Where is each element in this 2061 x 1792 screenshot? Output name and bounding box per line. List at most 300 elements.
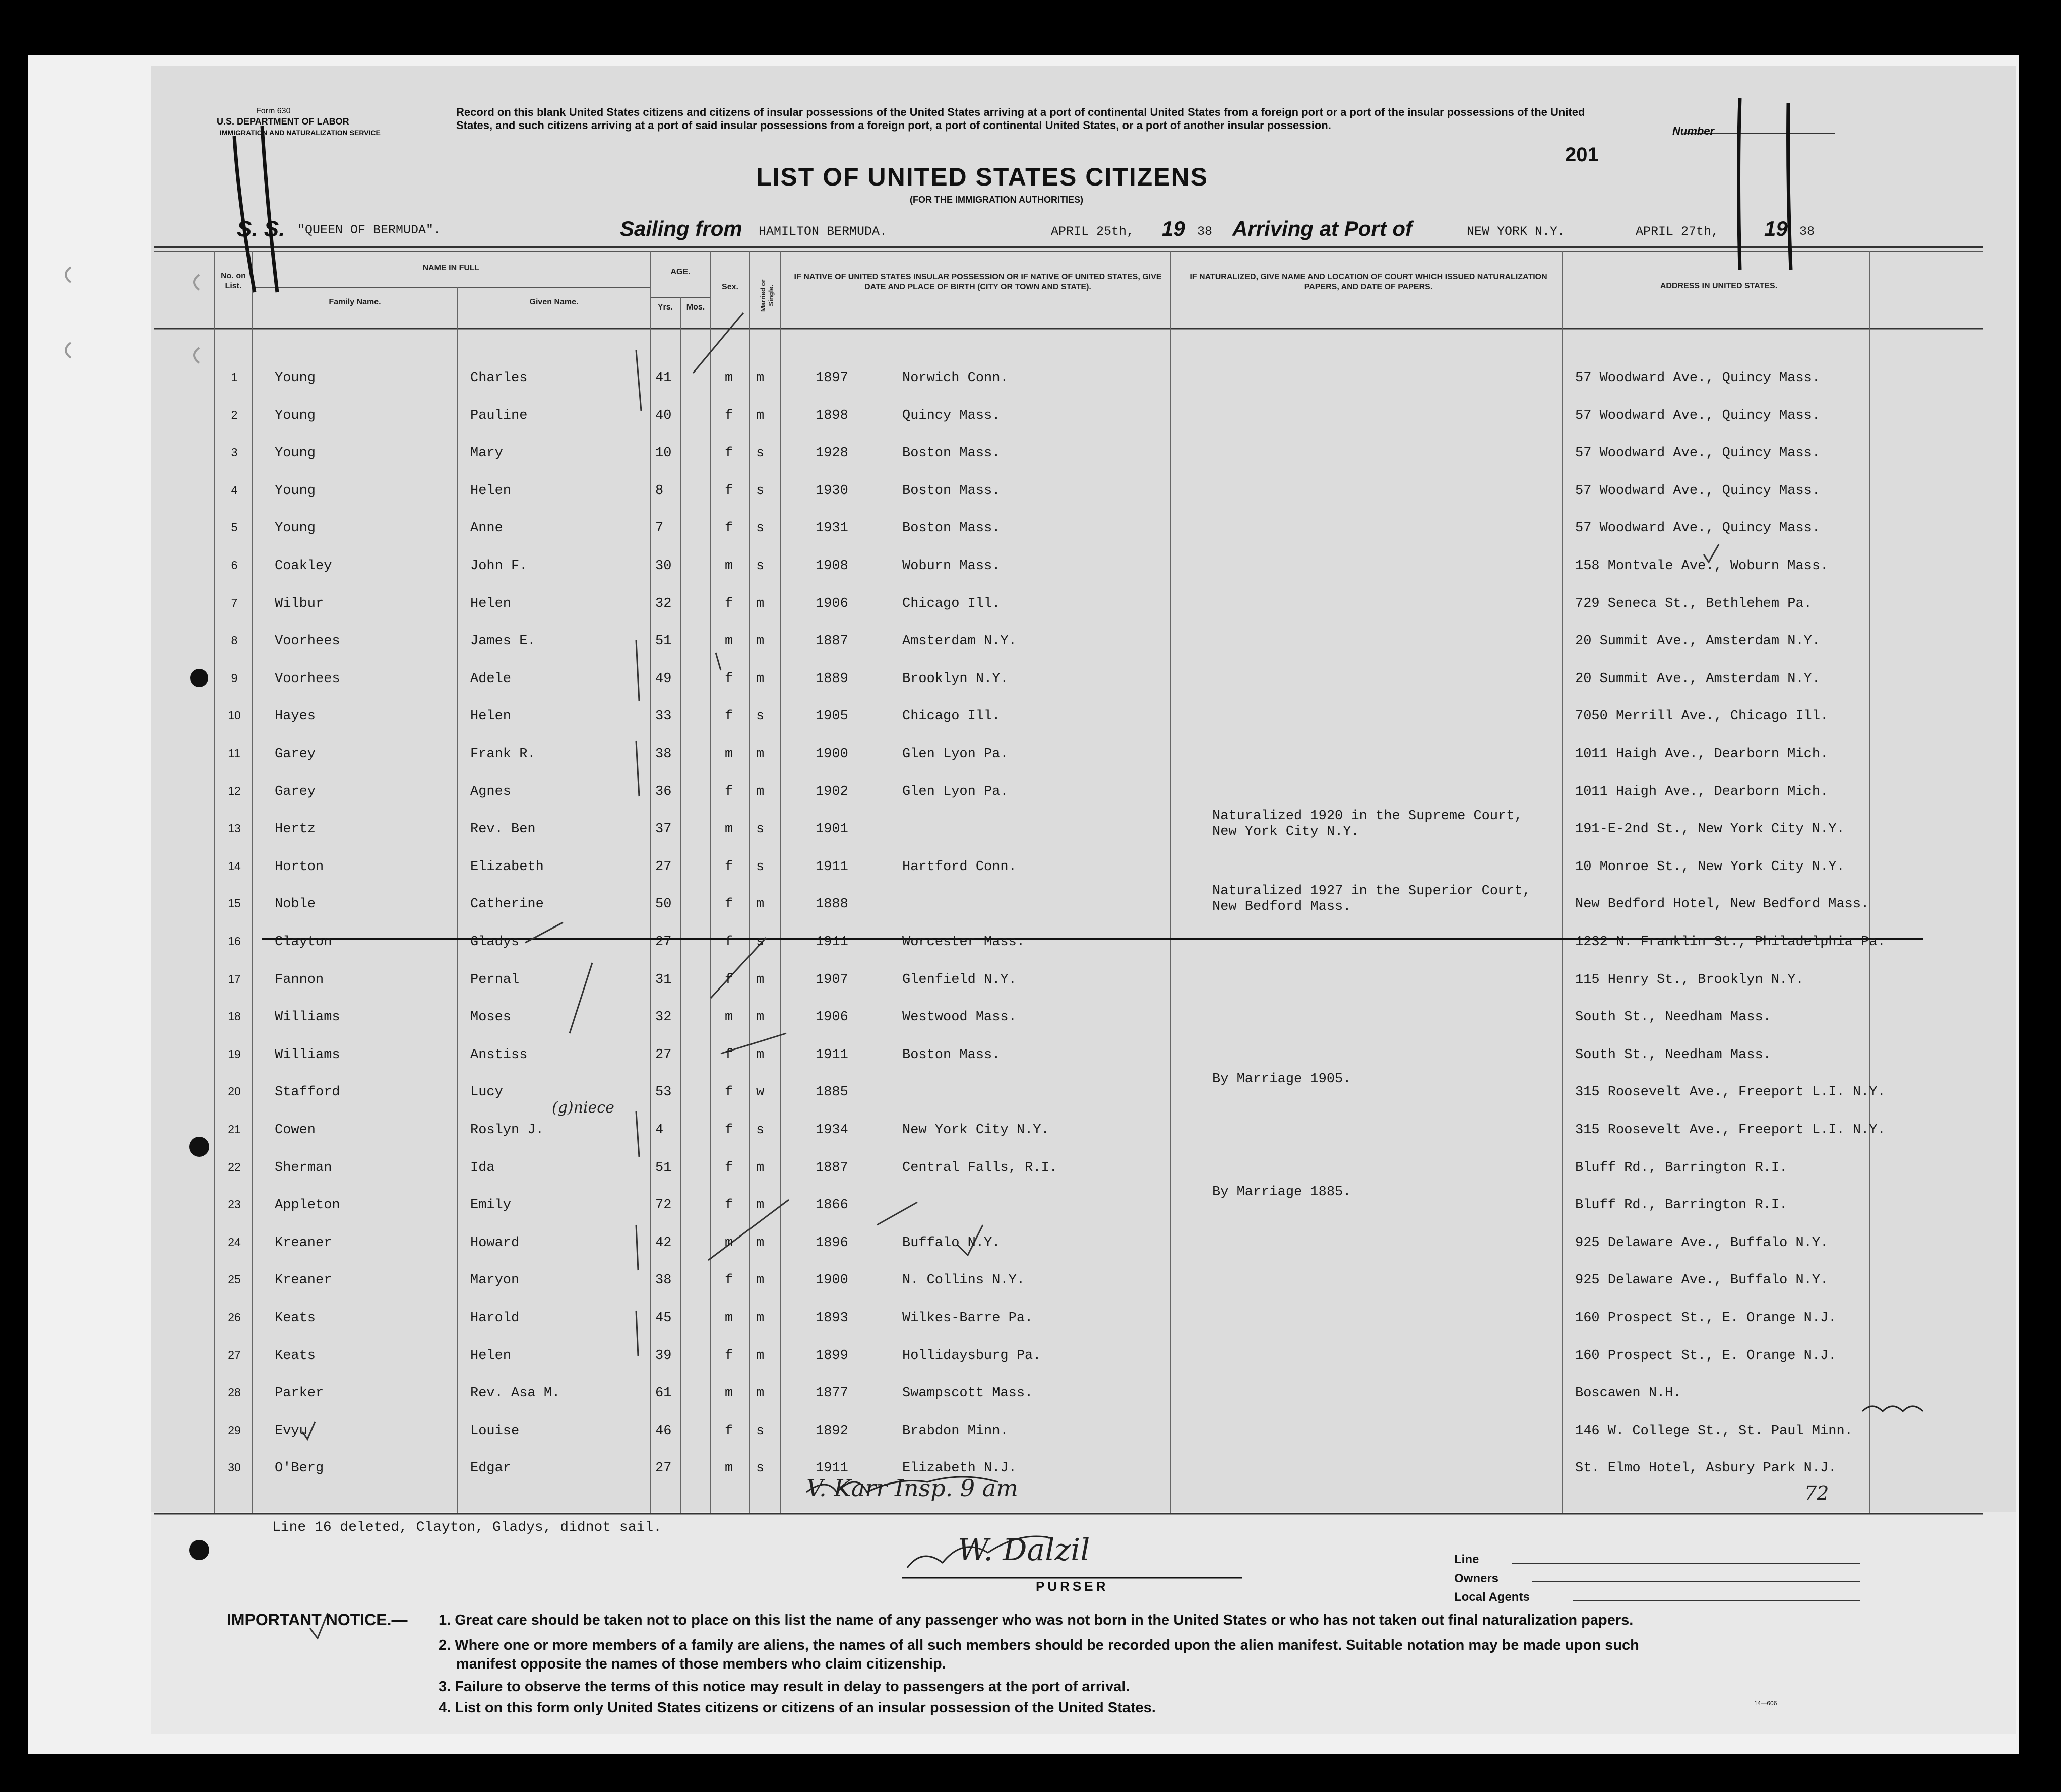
age-years: 36	[655, 784, 672, 799]
birth-year: 1901	[816, 822, 848, 837]
marital-status: m	[756, 1386, 765, 1401]
given-name: Pauline	[470, 408, 528, 423]
birth-place: Amsterdam N.Y.	[902, 634, 1017, 649]
age-years: 46	[655, 1423, 672, 1439]
address: 158 Montvale Ave., Woburn Mass.	[1575, 559, 1829, 574]
sex: m	[725, 1461, 733, 1476]
notice-item-3: 3. Failure to observe the terms of this notice may result in delay to passengers at the port of arrival.	[439, 1679, 1130, 1695]
address: 7050 Merrill Ave., Chicago Ill.	[1575, 709, 1829, 724]
marital-status: s	[756, 709, 765, 724]
sex: f	[725, 446, 733, 461]
age-years: 32	[655, 1010, 672, 1025]
form-subtitle: (FOR THE IMMIGRATION AUTHORITIES)	[910, 195, 1083, 205]
sex: m	[725, 1235, 733, 1251]
marital-status: m	[756, 1010, 765, 1025]
birth-place: Glen Lyon Pa.	[902, 747, 1009, 762]
age-years: 72	[655, 1198, 672, 1213]
age-years: 27	[655, 859, 672, 875]
family-name: Keats	[275, 1348, 316, 1364]
address: St. Elmo Hotel, Asbury Park N.J.	[1575, 1461, 1837, 1476]
row-number: 27	[228, 1348, 241, 1362]
sex: f	[725, 784, 733, 799]
birth-place: Glenfield N.Y.	[902, 972, 1017, 987]
age-years: 51	[655, 634, 672, 649]
sex: m	[725, 822, 733, 837]
sailing-year: 38	[1197, 224, 1213, 239]
age-years: 41	[655, 370, 672, 386]
sex: f	[725, 408, 733, 423]
given-name: John F.	[470, 559, 528, 574]
birth-place: Boston Mass.	[902, 521, 1001, 536]
sex: m	[725, 747, 733, 762]
age-years: 4	[655, 1123, 664, 1138]
family-name: Noble	[275, 897, 316, 912]
row-number: 26	[228, 1311, 241, 1324]
arrival-year-prefix: 19	[1764, 217, 1788, 240]
given-name: Mary	[470, 446, 503, 461]
row-number: 9	[231, 671, 238, 685]
given-name: Adele	[470, 671, 512, 687]
birth-place: Chicago Ill.	[902, 596, 1001, 611]
birth-place: Elizabeth N.J.	[902, 1461, 1017, 1476]
sex: f	[725, 1423, 733, 1439]
age-years: 39	[655, 1348, 672, 1364]
given-name: Moses	[470, 1010, 512, 1025]
marital-status: s	[756, 859, 765, 875]
birth-place: Worcester Mass.	[902, 935, 1025, 950]
row-number: 16	[228, 935, 241, 948]
birth-year: 1900	[816, 1273, 848, 1288]
marital-status: s	[756, 935, 765, 950]
naturalization: By Marriage 1905.	[1212, 1072, 1351, 1087]
deleted-line-note: Line 16 deleted, Clayton, Gladys, didnot sail.	[272, 1520, 662, 1535]
age-years: 53	[655, 1085, 672, 1100]
row-number: 15	[228, 897, 241, 910]
row-number: 22	[228, 1160, 241, 1173]
given-name: James E.	[470, 634, 536, 649]
birth-year: 1898	[816, 408, 848, 423]
family-name: Kreaner	[275, 1235, 332, 1251]
sex: f	[725, 1085, 733, 1100]
family-name: Cowen	[275, 1123, 316, 1138]
sailing-from-port: HAMILTON BERMUDA.	[759, 224, 888, 239]
marital-status: m	[756, 747, 765, 762]
family-name: Voorhees	[275, 671, 340, 687]
family-name: Appleton	[275, 1198, 340, 1213]
given-name: Gladys	[470, 935, 520, 950]
birth-year: 1887	[816, 634, 848, 649]
row-number: 5	[231, 521, 238, 534]
given-name: Rev. Asa M.	[470, 1386, 560, 1401]
sailing-date: APRIL 25th,	[1051, 224, 1135, 239]
row-number: 4	[231, 483, 238, 497]
roslyn-note: (g)niece	[552, 1099, 614, 1117]
row-number: 24	[228, 1235, 241, 1249]
address: New Bedford Hotel, New Bedford Mass.	[1575, 897, 1869, 912]
given-name: Roslyn J.	[470, 1123, 544, 1138]
address: 57 Woodward Ave., Quincy Mass.	[1575, 446, 1821, 461]
given-name: Agnes	[470, 784, 512, 799]
age-years: 38	[655, 1273, 672, 1288]
address: South St., Needham Mass.	[1575, 1047, 1771, 1063]
family-name: Young	[275, 370, 316, 386]
birth-year: 1911	[816, 935, 848, 950]
birth-place: New York City N.Y.	[902, 1123, 1049, 1138]
birth-place: N. Collins N.Y.	[902, 1273, 1025, 1288]
col-header-family-name: Family Name.	[329, 298, 381, 306]
address: 57 Woodward Ave., Quincy Mass.	[1575, 521, 1821, 536]
birth-place: Wilkes-Barre Pa.	[902, 1311, 1033, 1326]
row-number: 1	[231, 370, 238, 384]
col-header-married-single: Married or Single.	[759, 279, 775, 312]
birth-year: 1899	[816, 1348, 848, 1364]
col-header-sex: Sex.	[722, 283, 738, 291]
form-title: LIST OF UNITED STATES CITIZENS	[756, 163, 1209, 191]
row-number: 13	[228, 822, 241, 835]
age-years: 40	[655, 408, 672, 423]
given-name: Anstiss	[470, 1047, 528, 1063]
given-name: Helen	[470, 596, 512, 611]
ss-label: S. S.	[237, 217, 285, 241]
birth-year: 1902	[816, 784, 848, 799]
row-number: 25	[228, 1273, 241, 1286]
address: 925 Delaware Ave., Buffalo N.Y.	[1575, 1235, 1829, 1251]
birth-year: 1885	[816, 1085, 848, 1100]
given-name: Helen	[470, 483, 512, 499]
sex: f	[725, 521, 733, 536]
marital-status: s	[756, 1423, 765, 1439]
given-name: Louise	[470, 1423, 520, 1439]
family-name: Stafford	[275, 1085, 340, 1100]
col-header-given-name: Given Name.	[529, 298, 579, 306]
birth-year: 1934	[816, 1123, 848, 1138]
birth-year: 1905	[816, 709, 848, 724]
age-years: 51	[655, 1160, 672, 1176]
address: South St., Needham Mass.	[1575, 1010, 1771, 1025]
sex: f	[725, 483, 733, 499]
sex: f	[725, 709, 733, 724]
col-header-address: ADDRESS IN UNITED STATES.	[1660, 282, 1778, 290]
marital-status: m	[756, 1273, 765, 1288]
family-name: Hertz	[275, 822, 316, 837]
arrival-date: APRIL 27th,	[1636, 224, 1719, 239]
age-years: 31	[655, 972, 672, 987]
row-number: 10	[228, 709, 241, 722]
birth-place: Woburn Mass.	[902, 559, 1001, 574]
birth-year: 1897	[816, 370, 848, 386]
sex: f	[725, 935, 733, 950]
sailing-year-prefix: 19	[1162, 217, 1185, 240]
address: 160 Prospect St., E. Orange N.J.	[1575, 1311, 1837, 1326]
family-name: Wilbur	[275, 596, 324, 611]
birth-place: Boston Mass.	[902, 446, 1001, 461]
marital-status: m	[756, 972, 765, 987]
department-name: U.S. DEPARTMENT OF LABOR	[217, 116, 349, 127]
given-name: Ida	[470, 1160, 495, 1176]
family-name: Garey	[275, 784, 316, 799]
family-name: Evyu	[275, 1423, 307, 1439]
sex: f	[725, 972, 733, 987]
birth-place: Hartford Conn.	[902, 859, 1017, 875]
family-name: Young	[275, 408, 316, 423]
naturalization: Naturalized 1927 in the Superior Court, New Bedford Mass.	[1212, 884, 1531, 915]
birth-year: 1889	[816, 671, 848, 687]
sex: f	[725, 1348, 733, 1364]
footer-code: 14—606	[1754, 1700, 1777, 1707]
row-number: 2	[231, 408, 238, 421]
address: 115 Henry St., Brooklyn N.Y.	[1575, 972, 1804, 987]
address: 20 Summit Ave., Amsterdam N.Y.	[1575, 634, 1821, 649]
given-name: Edgar	[470, 1461, 512, 1476]
row-number: 20	[228, 1085, 241, 1098]
age-years: 61	[655, 1386, 672, 1401]
purser-signature: W. Dalzil	[958, 1532, 1090, 1568]
marital-status: m	[756, 671, 765, 687]
number-label: Number	[1672, 125, 1715, 137]
family-name: Young	[275, 483, 316, 499]
given-name: Elizabeth	[470, 859, 544, 875]
address: 1011 Haigh Ave., Dearborn Mich.	[1575, 784, 1829, 799]
col-header-naturalized: IF NATURALIZED, GIVE NAME AND LOCATION OF COURT WHICH ISSUED NATURALIZATION PAPERS, AND DATE OF PAPERS.	[1190, 273, 1547, 291]
row-number: 14	[228, 859, 241, 873]
form-intro-text: Record on this blank United States citizens and citizens of insular possessions of the United States arriving at a port of continental United States from a foreign port or a port of the insular possessions of the United States, and such citizens arriving at a port of said insular possessions from a foreign port, a port of continental United States, or a port of another insular possession.	[456, 106, 1585, 132]
birth-place: Central Falls, R.I.	[902, 1160, 1057, 1176]
age-years: 32	[655, 596, 672, 611]
sex: f	[725, 671, 733, 687]
family-name: Williams	[275, 1010, 340, 1025]
birth-year: 1911	[816, 859, 848, 875]
birth-year: 1892	[816, 1423, 848, 1439]
address: 315 Roosevelt Ave., Freeport L.I. N.Y.	[1575, 1085, 1886, 1100]
birth-year: 1906	[816, 596, 848, 611]
family-name: Young	[275, 521, 316, 536]
family-name: Horton	[275, 859, 324, 875]
sex: m	[725, 559, 733, 574]
birth-place: Chicago Ill.	[902, 709, 1001, 724]
sex: m	[725, 370, 733, 386]
arrival-year: 38	[1799, 224, 1815, 239]
marital-status: m	[756, 1047, 765, 1063]
col-header-name-in-full: NAME IN FULL	[422, 264, 480, 272]
sex: f	[725, 897, 733, 912]
marital-status: s	[756, 822, 765, 837]
col-header-age: AGE.	[670, 268, 691, 276]
given-name: Pernal	[470, 972, 520, 987]
family-name: Kreaner	[275, 1273, 332, 1288]
birth-year: 1896	[816, 1235, 848, 1251]
row-number: 28	[228, 1386, 241, 1399]
local-agents-label: Local Agents	[1454, 1590, 1530, 1604]
birth-place: Norwich Conn.	[902, 370, 1009, 386]
birth-year: 1888	[816, 897, 848, 912]
notice-item-2-cont: manifest opposite the names of those members who claim citizenship.	[456, 1656, 946, 1672]
birth-year: 1930	[816, 483, 848, 499]
sex: m	[725, 1010, 733, 1025]
birth-year: 1907	[816, 972, 848, 987]
marital-status: s	[756, 1123, 765, 1138]
birth-place: Swampscott Mass.	[902, 1386, 1033, 1401]
notice-item-4: 4. List on this form only United States citizens or citizens of an insular possession of the United States.	[439, 1700, 1156, 1716]
marital-status: m	[756, 897, 765, 912]
birth-place: Hollidaysburg Pa.	[902, 1348, 1041, 1364]
given-name: Howard	[470, 1235, 520, 1251]
given-name: Rev. Ben	[470, 822, 536, 837]
row-number: 7	[231, 596, 238, 609]
birth-place: Quincy Mass.	[902, 408, 1001, 423]
age-years: 42	[655, 1235, 672, 1251]
row-number: 18	[228, 1010, 241, 1023]
age-years: 27	[655, 935, 672, 950]
family-name: Hayes	[275, 709, 316, 724]
given-name: Helen	[470, 709, 512, 724]
naturalization: By Marriage 1885.	[1212, 1185, 1351, 1200]
birth-place: Glen Lyon Pa.	[902, 784, 1009, 799]
address: 57 Woodward Ave., Quincy Mass.	[1575, 408, 1821, 423]
marital-status: m	[756, 370, 765, 386]
marital-status: m	[756, 1235, 765, 1251]
marital-status: m	[756, 1311, 765, 1326]
row-number: 12	[228, 784, 241, 797]
marital-status: m	[756, 1348, 765, 1364]
row-number: 6	[231, 559, 238, 572]
given-name: Lucy	[470, 1085, 503, 1100]
birth-year: 1906	[816, 1010, 848, 1025]
col-header-no: No. on List.	[221, 272, 246, 290]
sex: f	[725, 1198, 733, 1213]
row-number: 21	[228, 1123, 241, 1136]
sex: f	[725, 859, 733, 875]
birth-year: 1908	[816, 559, 848, 574]
family-name: Young	[275, 446, 316, 461]
family-name: O'Berg	[275, 1461, 324, 1476]
address: Bluff Rd., Barrington R.I.	[1575, 1198, 1788, 1213]
birth-year: 1887	[816, 1160, 848, 1176]
address: Bluff Rd., Barrington R.I.	[1575, 1160, 1788, 1176]
address: Boscawen N.H.	[1575, 1386, 1681, 1401]
col-header-birth: IF NATIVE OF UNITED STATES INSULAR POSSESSION OR IF NATIVE OF UNITED STATES, GIVE DATE AND PLACE OF BIRTH (CITY OR TOWN AND STATE).	[794, 273, 1162, 291]
sex: m	[725, 634, 733, 649]
address: 160 Prospect St., E. Orange N.J.	[1575, 1348, 1837, 1364]
family-name: Coakley	[275, 559, 332, 574]
family-name: Clayton	[275, 935, 332, 950]
family-name: Fannon	[275, 972, 324, 987]
row-number: 11	[228, 747, 240, 760]
sailing-from-label: Sailing from	[620, 217, 742, 240]
birth-place: Boston Mass.	[902, 1047, 1001, 1063]
age-years: 30	[655, 559, 672, 574]
notice-item-2: 2. Where one or more members of a family are aliens, the names of all such members should be recorded upon the alien manifest. Suitable notation may be made upon such	[439, 1637, 1639, 1653]
address: 57 Woodward Ave., Quincy Mass.	[1575, 483, 1821, 499]
age-years: 27	[655, 1047, 672, 1063]
birth-place: Boston Mass.	[902, 483, 1001, 499]
given-name: Maryon	[470, 1273, 520, 1288]
age-years: 49	[655, 671, 672, 687]
sex: f	[725, 1273, 733, 1288]
sex: f	[725, 1160, 733, 1176]
age-years: 27	[655, 1461, 672, 1476]
family-name: Voorhees	[275, 634, 340, 649]
family-name: Garey	[275, 747, 316, 762]
age-years: 38	[655, 747, 672, 762]
sex: f	[725, 1123, 733, 1138]
birth-place: Buffalo N.Y.	[902, 1235, 1001, 1251]
age-years: 45	[655, 1311, 672, 1326]
sex: m	[725, 1311, 733, 1326]
address: 729 Seneca St., Bethlehem Pa.	[1575, 596, 1812, 611]
arriving-label: Arriving at Port of	[1232, 217, 1413, 240]
birth-year: 1866	[816, 1198, 848, 1213]
given-name: Helen	[470, 1348, 512, 1364]
page-number: 201	[1565, 144, 1599, 166]
page-count-72: 72	[1804, 1482, 1829, 1504]
address: 925 Delaware Ave., Buffalo N.Y.	[1575, 1273, 1829, 1288]
age-years: 7	[655, 521, 664, 536]
line-label: Line	[1454, 1553, 1479, 1566]
marital-status: m	[756, 408, 765, 423]
row-number: 3	[231, 446, 238, 459]
notice-label: IMPORTANT NOTICE.—	[227, 1611, 408, 1629]
sex: m	[725, 1386, 733, 1401]
age-years: 50	[655, 897, 672, 912]
family-name: Williams	[275, 1047, 340, 1063]
row-number: 23	[228, 1198, 241, 1211]
purser-label: PURSER	[1036, 1579, 1109, 1594]
given-name: Emily	[470, 1198, 512, 1213]
birth-year: 1928	[816, 446, 848, 461]
row-number: 30	[228, 1461, 241, 1474]
marital-status: m	[756, 596, 765, 611]
notice-item-1: 1. Great care should be taken not to place on this list the name of any passenger who was not born in the United States or who has not taken out final naturalization papers.	[439, 1612, 1634, 1628]
family-name: Sherman	[275, 1160, 332, 1176]
row-number: 19	[228, 1047, 241, 1061]
marital-status: s	[756, 1461, 765, 1476]
arrival-port: NEW YORK N.Y.	[1467, 224, 1566, 239]
address: 146 W. College St., St. Paul Minn.	[1575, 1423, 1853, 1439]
marital-status: m	[756, 634, 765, 649]
birth-year: 1900	[816, 747, 848, 762]
marital-status: s	[756, 483, 765, 499]
row-number: 29	[228, 1423, 241, 1437]
birth-year: 1877	[816, 1386, 848, 1401]
birth-place: Brabdon Minn.	[902, 1423, 1009, 1439]
given-name: Harold	[470, 1311, 520, 1326]
marital-status: s	[756, 521, 765, 536]
birth-year: 1893	[816, 1311, 848, 1326]
row-number: 17	[228, 972, 241, 985]
inspector-annotation: V. Karr Insp. 9 am	[806, 1474, 1018, 1502]
age-years: 37	[655, 822, 672, 837]
marital-status: s	[756, 559, 765, 574]
birth-year: 1931	[816, 521, 848, 536]
col-header-mos: Mos.	[686, 303, 705, 312]
family-name: Keats	[275, 1311, 316, 1326]
marital-status: w	[756, 1085, 765, 1100]
marital-status: m	[756, 784, 765, 799]
marital-status: s	[756, 446, 765, 461]
ship-name: "QUEEN OF BERMUDA".	[297, 223, 442, 237]
birth-year: 1911	[816, 1461, 848, 1476]
birth-year: 1911	[816, 1047, 848, 1063]
age-years: 8	[655, 483, 664, 499]
address: 191-E-2nd St., New York City N.Y.	[1575, 822, 1845, 837]
address: 20 Summit Ave., Amsterdam N.Y.	[1575, 671, 1821, 687]
birth-place: Westwood Mass.	[902, 1010, 1017, 1025]
age-years: 33	[655, 709, 672, 724]
sex: f	[725, 596, 733, 611]
address: 10 Monroe St., New York City N.Y.	[1575, 859, 1845, 875]
marital-status: m	[756, 1198, 765, 1213]
row-number: 8	[231, 634, 238, 647]
